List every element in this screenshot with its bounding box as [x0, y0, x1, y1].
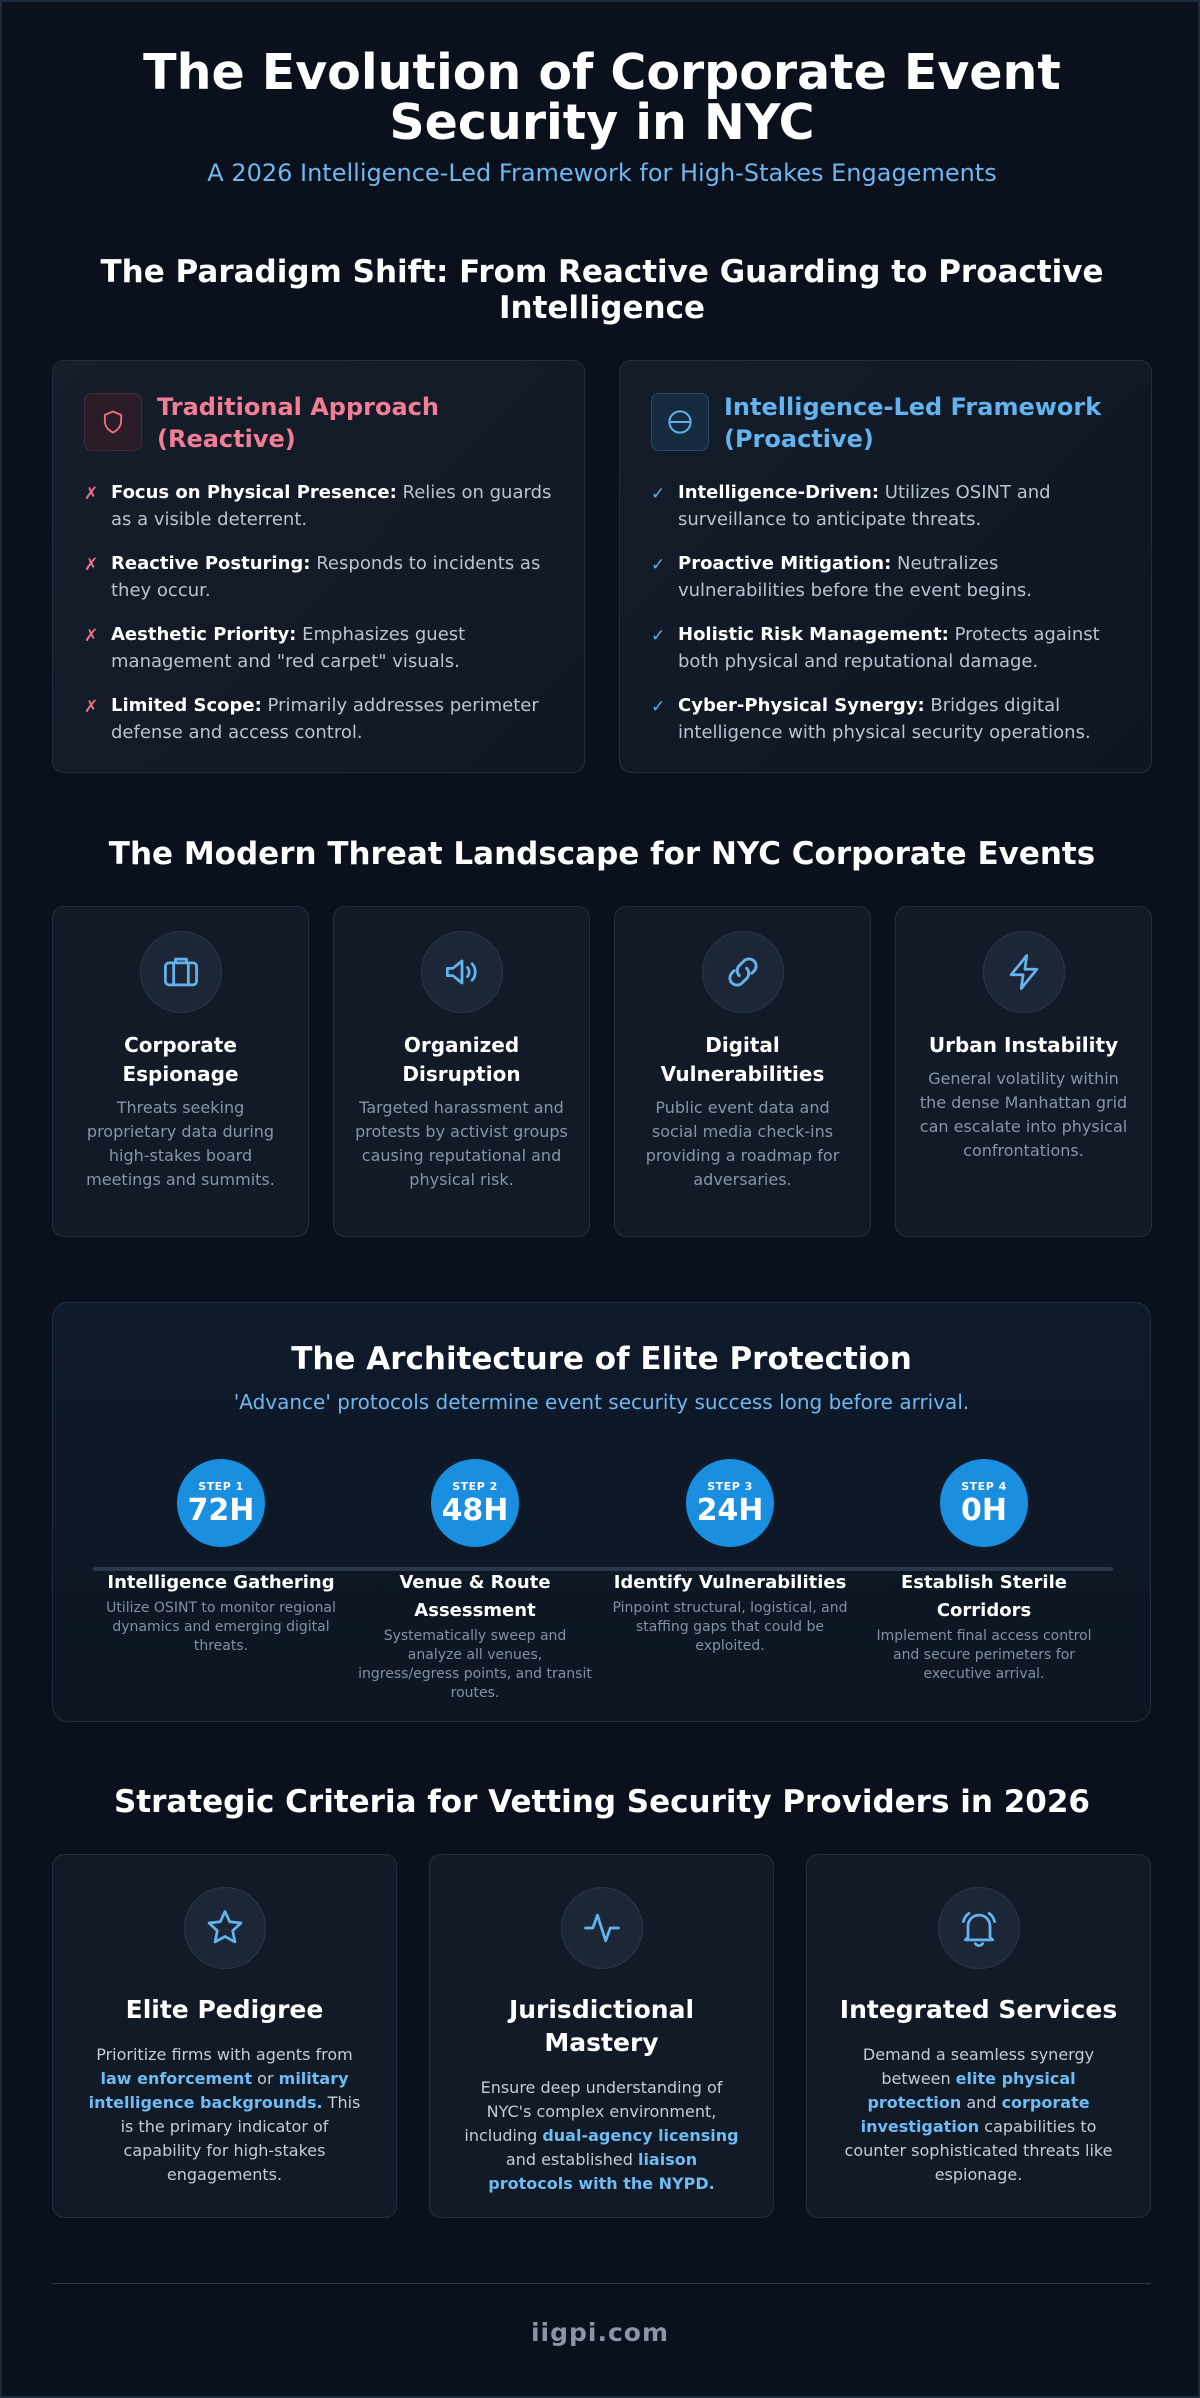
step-title: Establish Sterile Corridors	[901, 1572, 1067, 1621]
check-icon: ✓	[651, 484, 666, 504]
comparison-item	[84, 692, 554, 746]
comparison-item-label: Focus on Physical Presence:	[111, 482, 397, 503]
architecture-panel	[52, 1302, 1151, 1722]
step-description: Systematically sweep and analyze all venues, ingress/egress points, and transit routes.	[358, 1628, 592, 1701]
comparison-item-text	[111, 692, 554, 746]
threat-description: Targeted harassment and protests by activist groups causing reputational and physical risk.	[355, 1098, 568, 1189]
criteria-description	[462, 2076, 741, 2196]
briefcase-icon	[140, 931, 222, 1013]
comparison-item-body: Responds to incidents as they occur.	[111, 553, 541, 601]
timeline-step	[348, 1459, 602, 1703]
step-time: 24H	[696, 1492, 764, 1528]
comparison-item-label: Proactive Mitigation:	[678, 553, 892, 574]
threat-title: Organized Disruption	[402, 1033, 521, 1086]
cross-icon: ✗	[84, 555, 99, 575]
step-description: Utilize OSINT to monitor regional dynamics and emerging digital threats.	[106, 1600, 336, 1654]
highlight-text: corporate investigation	[860, 2093, 1090, 2136]
page-title: The Evolution of Corporate Event Security in NYC	[143, 44, 1061, 151]
page-subtitle: A 2026 Intelligence-Led Framework for High-Stakes Engagements	[207, 159, 997, 187]
comparison-item-text	[111, 621, 554, 675]
step-time: 48H	[441, 1492, 509, 1528]
highlight-text: liaison protocols with the NYPD.	[488, 2150, 715, 2193]
step-time: 0H	[961, 1492, 1007, 1528]
threat-description: Threats seeking proprietary data during high-stakes board meetings and summits.	[86, 1098, 275, 1189]
traditional-approach-list	[84, 479, 554, 746]
comparison-item	[84, 550, 554, 604]
comparison-item-text	[678, 550, 1121, 604]
comparison-item-body: Primarily addresses perimeter defense and access control.	[111, 695, 539, 743]
threat-section-title: The Modern Threat Landscape for NYC Corporate Events	[108, 836, 1096, 872]
description-text: capabilities to counter sophisticated threats like espionage.	[844, 2117, 1113, 2184]
threat-card	[614, 906, 871, 1237]
step-label: STEP 4	[961, 1479, 1007, 1493]
comparison-item	[651, 550, 1121, 604]
criteria-card	[52, 1854, 397, 2218]
step-badge	[940, 1459, 1028, 1547]
step-badge	[686, 1459, 774, 1547]
cross-icon: ✗	[84, 626, 99, 646]
threat-title: Corporate Espionage	[122, 1033, 239, 1086]
threat-description: General volatility within the dense Manhattan grid can escalate into physical confrontations.	[919, 1069, 1128, 1160]
step-badge	[177, 1459, 265, 1547]
paradigm-section-title: The Paradigm Shift: From Reactive Guarding to Proactive Intelligence	[100, 254, 1104, 326]
lightning-icon	[983, 931, 1065, 1013]
step-label: STEP 2	[452, 1479, 498, 1493]
globe-icon	[651, 393, 709, 451]
footer-divider	[52, 2283, 1151, 2284]
comparison-item-label: Limited Scope:	[111, 695, 262, 716]
comparison-item-label: Reactive Posturing:	[111, 553, 311, 574]
step-title: Intelligence Gathering	[107, 1572, 335, 1593]
highlight-text: elite physical protection	[867, 2069, 1076, 2112]
timeline-step	[94, 1459, 348, 1656]
cross-icon: ✗	[84, 484, 99, 504]
criteria-card	[429, 1854, 774, 2218]
megaphone-icon	[421, 931, 503, 1013]
footer-brand: iigpi.com	[530, 2318, 670, 2347]
comparison-item	[651, 621, 1121, 675]
threat-card	[52, 906, 309, 1237]
comparison-item	[651, 479, 1121, 533]
criteria-description	[839, 2043, 1118, 2187]
comparison-item-text	[678, 692, 1121, 746]
step-title: Identify Vulnerabilities	[613, 1572, 847, 1593]
step-title: Venue & Route Assessment	[399, 1572, 551, 1621]
architecture-title: The Architecture of Elite Protection	[291, 1341, 912, 1377]
intelligence-framework-list	[651, 479, 1121, 746]
check-icon: ✓	[651, 626, 666, 646]
step-badge	[431, 1459, 519, 1547]
criteria-title: Elite Pedigree	[125, 1995, 324, 2024]
traditional-approach-card	[52, 360, 585, 773]
timeline-step	[857, 1459, 1111, 1684]
criteria-title: Integrated Services	[839, 1995, 1118, 2024]
comparison-item-body: Utilizes OSINT and surveillance to anticipate threats.	[678, 482, 1051, 530]
criteria-card	[806, 1854, 1151, 2218]
shield-icon	[84, 393, 142, 451]
comparison-item-body: Protects against both physical and reputational damage.	[678, 624, 1100, 672]
intelligence-framework-card	[619, 360, 1152, 773]
comparison-item-label: Intelligence-Driven:	[678, 482, 880, 503]
highlight-text: dual-agency licensing	[542, 2126, 739, 2145]
architecture-subtitle: 'Advance' protocols determine event security success long before arrival.	[233, 1390, 970, 1414]
description-text: and	[961, 2093, 1002, 2112]
criteria-description	[85, 2043, 364, 2187]
threat-title: Urban Instability	[928, 1033, 1119, 1057]
comparison-item-text	[678, 479, 1121, 533]
check-icon: ✓	[651, 697, 666, 717]
intelligence-framework-title: Intelligence-Led Framework (Proactive)	[724, 393, 1102, 453]
threat-title: Digital Vulnerabilities	[660, 1033, 825, 1086]
criteria-title: Jurisdictional Mastery	[508, 1995, 695, 2057]
comparison-item-label: Aesthetic Priority:	[111, 624, 297, 645]
comparison-item-text	[678, 621, 1121, 675]
description-text: Prioritize firms with agents from	[96, 2045, 353, 2064]
description-text: Ensure deep understanding of NYC's complex environment, including	[464, 2078, 723, 2145]
comparison-item-label: Holistic Risk Management:	[678, 624, 949, 645]
star-icon	[184, 1887, 266, 1969]
cross-icon: ✗	[84, 697, 99, 717]
comparison-item-body: Bridges digital intelligence with physical security operations.	[678, 695, 1091, 743]
comparison-item-text	[111, 550, 554, 604]
threat-description: Public event data and social media check-ins providing a roadmap for adversaries.	[645, 1098, 840, 1189]
link-icon	[702, 931, 784, 1013]
step-label: STEP 1	[198, 1479, 244, 1493]
traditional-approach-title: Traditional Approach (Reactive)	[157, 393, 439, 453]
step-description: Pinpoint structural, logistical, and staffing gaps that could be exploited.	[612, 1600, 848, 1654]
highlight-text: law enforcement	[100, 2069, 253, 2088]
comparison-item-body: Emphasizes guest management and "red carpet" visuals.	[111, 624, 466, 672]
comparison-item-label: Cyber-Physical Synergy:	[678, 695, 925, 716]
comparison-item	[84, 621, 554, 675]
step-label: STEP 3	[707, 1479, 753, 1493]
description-text: This is the primary indicator of capability for high-stakes engagements.	[120, 2093, 361, 2184]
check-icon: ✓	[651, 555, 666, 575]
threat-card	[895, 906, 1152, 1237]
step-description: Implement final access control and secure perimeters for executive arrival.	[876, 1628, 1092, 1682]
step-time: 72H	[187, 1492, 255, 1528]
description-text: Demand a seamless synergy between	[862, 2045, 1095, 2088]
highlight-text: military intelligence backgrounds.	[88, 2069, 349, 2112]
comparison-item-body: Relies on guards as a visible deterrent.	[111, 482, 552, 530]
threat-card	[333, 906, 590, 1237]
criteria-section-title: Strategic Criteria for Vetting Security Providers in 2026	[113, 1784, 1090, 1820]
bell-icon	[938, 1887, 1020, 1969]
timeline-step	[603, 1459, 857, 1656]
comparison-item	[651, 692, 1121, 746]
description-text: or	[252, 2069, 279, 2088]
description-text: and established	[505, 2150, 638, 2169]
pulse-icon	[561, 1887, 643, 1969]
comparison-item	[84, 479, 554, 533]
comparison-item-body: Neutralizes vulnerabilities before the event begins.	[678, 553, 1032, 601]
comparison-item-text	[111, 479, 554, 533]
